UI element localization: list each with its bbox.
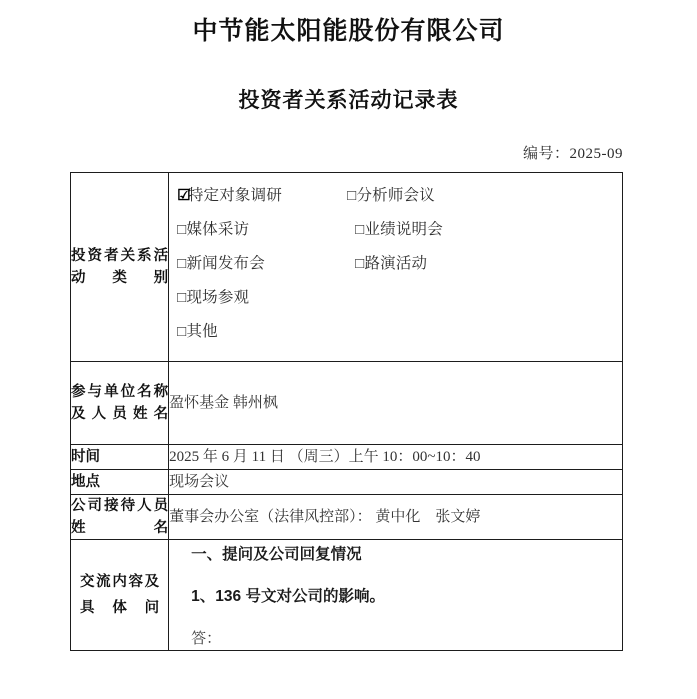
checkbox-empty-icon[interactable]: □ (355, 222, 365, 238)
checkbox-empty-icon[interactable]: □ (177, 324, 187, 340)
checkbox-group (169, 173, 622, 361)
label-exchange-content-cell (71, 540, 169, 651)
checkbox-option-results-briefing[interactable] (347, 217, 443, 239)
checkbox-label: 其他 (186, 323, 218, 340)
checkbox-checked-icon[interactable]: ☑ (177, 188, 191, 204)
checkbox-label: 业绩说明会 (364, 221, 443, 238)
checkbox-option-specific-object-research[interactable] (177, 183, 347, 205)
label-activity-category: 投资者关系活动类别 (71, 173, 169, 362)
checkbox-row (177, 319, 612, 353)
checkbox-option-media-interview[interactable] (177, 217, 347, 239)
label-hosts: 公司接待人员姓名 (71, 495, 169, 540)
checkbox-empty-icon[interactable]: □ (347, 188, 357, 204)
table-row-hosts (71, 495, 623, 540)
checkbox-row (177, 251, 612, 285)
table-row-activity-category (71, 173, 623, 362)
checkbox-label: 媒体采访 (186, 221, 250, 238)
value-place: 现场会议 (169, 470, 623, 495)
table-row-place (71, 470, 623, 495)
checkbox-option-press-conference[interactable] (177, 251, 347, 273)
checkbox-empty-icon[interactable]: □ (177, 256, 187, 272)
checkbox-empty-icon[interactable]: □ (355, 256, 365, 272)
value-participants: 盈怀基金 韩州枫 (169, 362, 623, 445)
cell-exchange-content (169, 540, 623, 651)
checkbox-label: 分析师会议 (356, 187, 435, 204)
checkbox-option-roadshow[interactable] (347, 251, 427, 273)
label-place: 地点 (71, 470, 169, 495)
company-title: 中节能太阳能股份有限公司 (192, 17, 505, 45)
checkbox-row (177, 285, 612, 319)
checkbox-empty-icon[interactable]: □ (177, 290, 187, 306)
cell-activity-category-options (169, 173, 623, 362)
table-row-participants (71, 362, 623, 445)
checkbox-row (177, 183, 612, 217)
checkbox-label: 现场参观 (186, 289, 250, 306)
content-answer-1: 答： (191, 631, 222, 647)
value-time: 2025 年 6 月 11 日 （周三）上午 10：00~10：40 (169, 445, 623, 470)
checkbox-option-analyst-meeting[interactable] (347, 183, 435, 205)
value-hosts: 董事会办公室（法律风控部）： 黄中化 张文婷 (169, 495, 623, 540)
checkbox-option-other[interactable] (177, 319, 347, 341)
document-number: 编号：2025-09 (523, 146, 623, 162)
investor-relations-record-table (70, 172, 623, 651)
checkbox-option-site-visit[interactable] (177, 285, 347, 307)
label-exchange-content: 交流内容及具体问 (80, 574, 160, 616)
content-section-heading: 一、提问及公司回复情况 (191, 546, 362, 563)
table-row-time (71, 445, 623, 470)
form-title: 投资者关系活动记录表 (238, 89, 459, 112)
checkbox-label: 新闻发布会 (186, 255, 265, 272)
checkbox-row (177, 217, 612, 251)
table-row-exchange-content (71, 540, 623, 651)
content-question-1: 1、136 号文对公司的影响。 (191, 588, 385, 605)
label-participants: 参与单位名称及人员姓名 (71, 362, 169, 445)
checkbox-label: 特定对象调研 (187, 187, 283, 204)
label-time: 时间 (71, 445, 169, 470)
checkbox-empty-icon[interactable]: □ (177, 222, 187, 238)
checkbox-label: 路演活动 (364, 255, 428, 272)
